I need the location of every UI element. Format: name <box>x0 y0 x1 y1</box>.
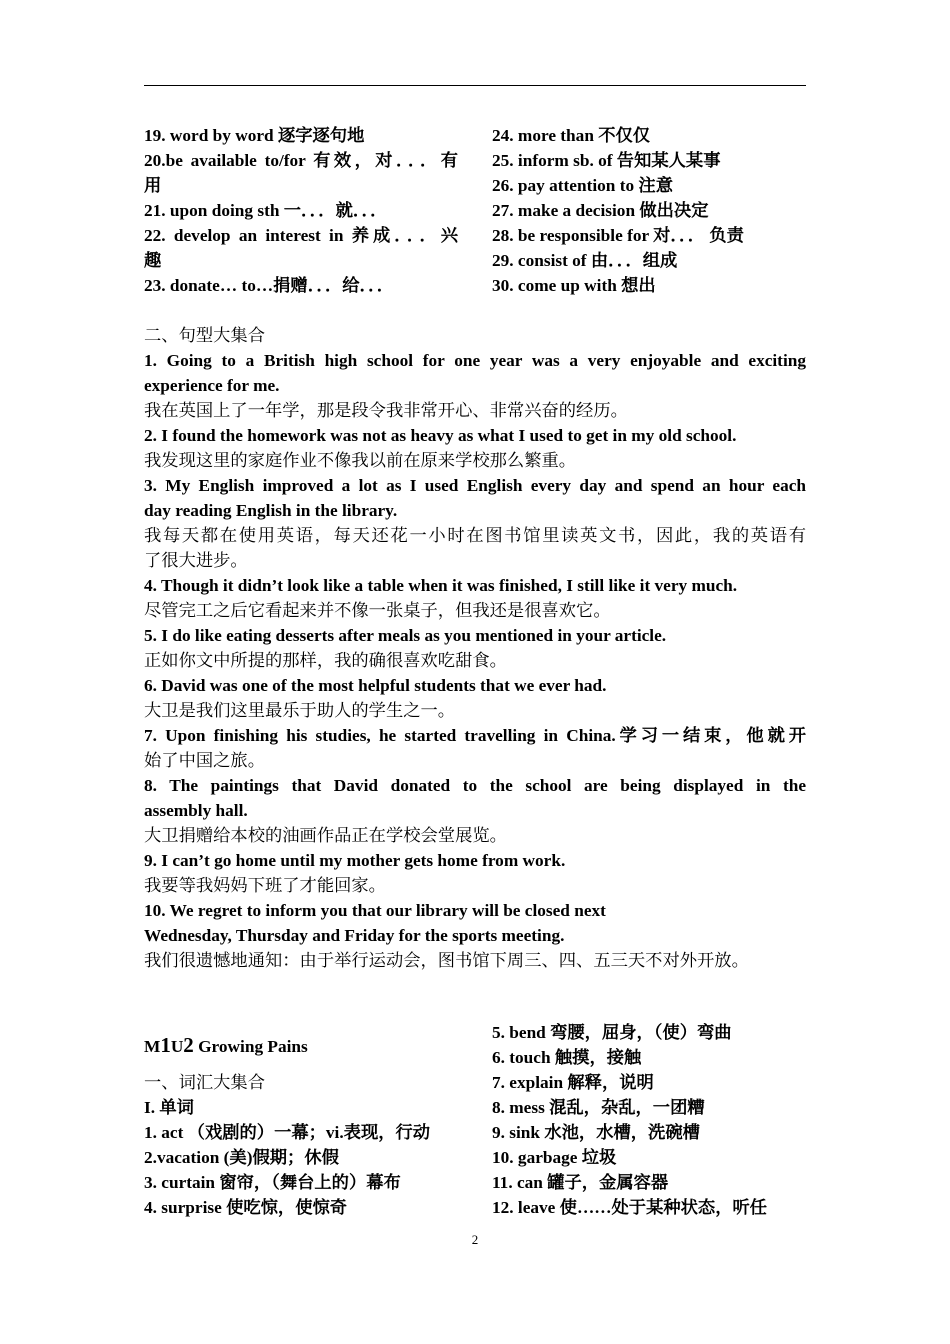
sentence-en: 9. I can’t go home until my mother gets home from work. <box>144 851 566 870</box>
sentence-en: 3. My English improved a lot as I used English every day and spend an hour each <box>144 476 806 495</box>
sentence-cn: 大卫捐赠给本校的油画作品正在学校会堂展览。 <box>144 826 507 845</box>
sentence-cn: 尽管完工之后它看起来并不像一张桌子，但我还是很喜欢它。 <box>144 601 611 620</box>
sentence-en-cont: experience for me. <box>144 376 280 395</box>
vocab-item: 5. bend 弯腰，屈身，（使）弯曲 <box>492 1023 732 1042</box>
sentence-en: 7. Upon finishing his studies, he started travelling in China.学习一结束，他就开 <box>144 726 806 745</box>
sentence-cn-cont: 始了中国之旅。 <box>144 751 265 770</box>
vocab-item: 8. mess 混乱，杂乱，一团糟 <box>492 1098 705 1117</box>
vocab-item: 3. curtain 窗帘，（舞台上的）幕布 <box>144 1173 401 1192</box>
phrase-item: 28. be responsible for 对．．． 负责 <box>492 226 744 245</box>
sentence-cn-cont: 了很大进步。 <box>144 551 248 570</box>
sentence-en: 2. I found the homework was not as heavy as what I used to get in my old school. <box>144 426 737 445</box>
sentence-cn: 大卫是我们这里最乐于助人的学生之一。 <box>144 701 456 720</box>
vocab-item: 4. surprise 使吃惊，使惊奇 <box>144 1198 348 1217</box>
phrase-item: 22. develop an interest in 养成．．．兴 <box>144 226 458 245</box>
vocab-item: 7. explain 解释，说明 <box>492 1073 654 1092</box>
sentence-en: 5. I do like eating desserts after meals as you mentioned in your article. <box>144 626 667 645</box>
subheading-words: I. 单词 <box>144 1098 194 1117</box>
phrase-item: 25. inform sb. of 告知某人某事 <box>492 151 721 170</box>
vocab-item: 10. garbage 垃圾 <box>492 1148 617 1167</box>
page-number: 2 <box>471 1232 479 1247</box>
sentence-en: 1. Going to a British high school for one year was a very enjoyable and exciting <box>144 351 806 370</box>
phrase-item: 29. consist of 由．．．组成 <box>492 251 678 270</box>
header-rule <box>144 85 806 86</box>
unit-title-m-num: 1 <box>160 1033 171 1057</box>
phrase-item: 23. donate… to…捐赠．．．给．．． <box>144 276 395 295</box>
sentence-cn: 我要等我妈妈下班了才能回家。 <box>144 876 386 895</box>
unit-title-u: U <box>170 1037 184 1056</box>
sentence-en-cont: Wednesday, Thursday and Friday for the sports meeting. <box>144 926 565 945</box>
unit-title-rest: Growing Pains <box>193 1037 308 1056</box>
phrase-item-cont: 用 <box>144 176 162 195</box>
sentence-cn: 我们很遗憾地通知：由于举行运动会，图书馆下周三、四、五三天不对外开放。 <box>144 951 749 970</box>
phrase-item: 27. make a decision 做出决定 <box>492 201 709 220</box>
vocab-item: 9. sink 水池，水槽，洗碗槽 <box>492 1123 700 1142</box>
sentence-cn: 正如你文中所提的那样，我的确很喜欢吃甜食。 <box>144 651 507 670</box>
section-heading-vocab: 一、词汇大集合 <box>144 1073 265 1092</box>
sentence-en-cont: day reading English in the library. <box>144 501 398 520</box>
unit-title <box>144 1031 308 1061</box>
sentence-cn: 我发现这里的家庭作业不像我以前在原来学校那么繁重。 <box>144 451 577 470</box>
vocab-item: 1. act （戏剧的）一幕；vi.表现，行动 <box>144 1123 431 1142</box>
vocab-item: 6. touch 触摸，接触 <box>492 1048 642 1067</box>
section-heading-sentences: 二、句型大集合 <box>144 326 265 345</box>
vocab-item: 12. leave 使……处于某种状态，听任 <box>492 1198 768 1217</box>
phrase-item: 19. word by word 逐字逐句地 <box>144 126 365 145</box>
vocab-item: 11. can 罐子，金属容器 <box>492 1173 669 1192</box>
sentence-cn: 我每天都在使用英语，每天还花一小时在图书馆里读英文书，因此，我的英语有 <box>144 526 806 545</box>
phrase-item: 24. more than 不仅仅 <box>492 126 651 145</box>
sentence-en: 10. We regret to inform you that our library will be closed next <box>144 901 606 920</box>
vocab-item: 2.vacation (美)假期；休假 <box>144 1148 339 1167</box>
sentence-en: 8. The paintings that David donated to the school are being displayed in the <box>144 776 806 795</box>
sentence-en: 4. Though it didn’t look like a table when it was finished, I still like it very much. <box>144 576 738 595</box>
phrase-item-cont: 趣 <box>144 251 162 270</box>
unit-title-u-num: 2 <box>183 1033 194 1057</box>
sentence-en-cont: assembly hall. <box>144 801 248 820</box>
unit-title-m: M <box>144 1037 161 1056</box>
sentence-cn: 我在英国上了一年学，那是段令我非常开心、非常兴奋的经历。 <box>144 401 628 420</box>
phrase-item: 26. pay attention to 注意 <box>492 176 673 195</box>
sentence-en: 6. David was one of the most helpful students that we ever had. <box>144 676 607 695</box>
phrase-item: 21. upon doing sth 一．．．就．．． <box>144 201 388 220</box>
phrase-item: 20.be available to/for 有效，对．．．有 <box>144 151 458 170</box>
phrase-item: 30. come up with 想出 <box>492 276 656 295</box>
